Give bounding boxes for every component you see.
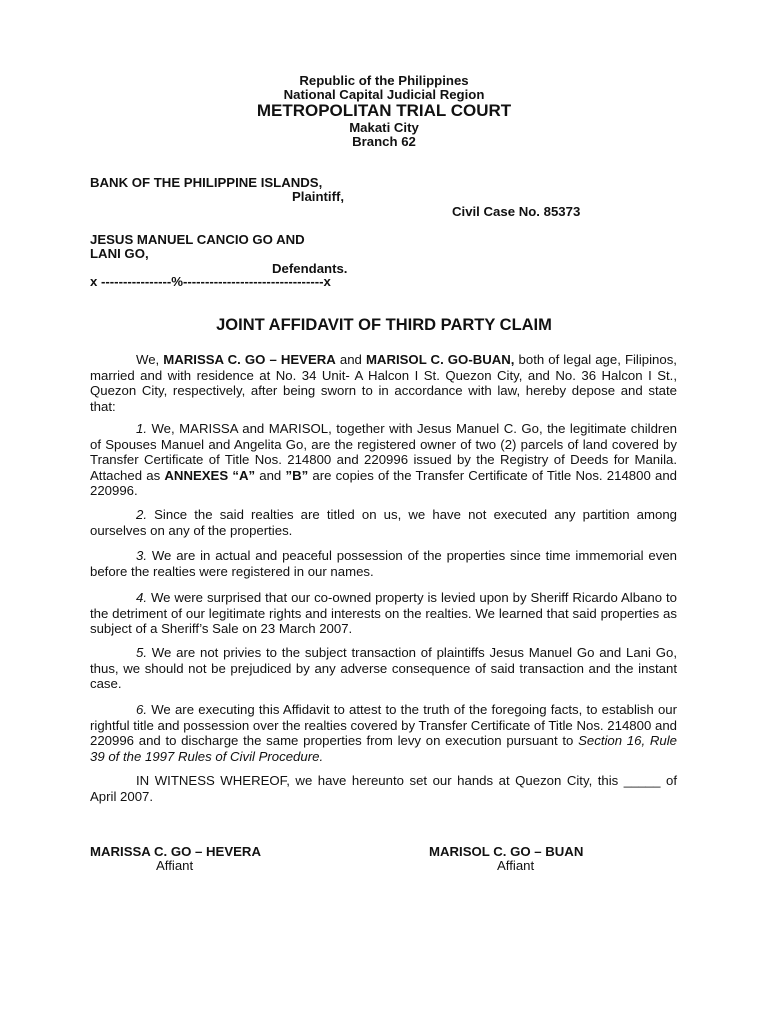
paragraph-2-text: Since the said realties are titled on us, we have not executed any partition among ourselves on any of the properties. — [90, 507, 677, 538]
paragraph-4-text: We were surprised that our co-owned property is levied upon by Sheriff Ricardo Albano to the detriment of our legitimate rights and interests on the realties. We learned that said properties as subject of a Sheriff’s Sale on 23 March 2007. — [90, 590, 677, 636]
paragraph-5 — [90, 645, 677, 692]
paragraph-5-number: 5. — [136, 645, 147, 660]
paragraph-3 — [90, 548, 677, 579]
paragraph-3-number: 3. — [136, 548, 147, 563]
defendant-line-1: JESUS MANUEL CANCIO GO AND — [90, 232, 305, 247]
plaintiff-name: BANK OF THE PHILIPPINE ISLANDS, — [90, 175, 323, 190]
paragraph-4-number: 4. — [136, 590, 147, 605]
paragraph-6-number: 6. — [136, 702, 147, 717]
affiant-1-name: MARISSA C. GO – HEVERA — [163, 352, 336, 367]
rules-citation: Section 16, Rule 39 of the 1997 Rules of Civil Procedure. — [90, 733, 677, 764]
signature-right-name: MARISOL C. GO – BUAN — [429, 844, 584, 859]
paragraph-1 — [90, 421, 677, 499]
defendant-role: Defendants. — [272, 261, 348, 276]
paragraph-2 — [90, 507, 677, 538]
document-title: JOINT AFFIDAVIT OF THIRD PARTY CLAIM — [216, 316, 552, 334]
signature-left-name: MARISSA C. GO – HEVERA — [90, 844, 261, 859]
court-city: Makati City — [349, 120, 419, 135]
paragraph-1-text-a: We, MARISSA and MARISOL, together with Jesus Manuel C. Go, the legitimate children of Spouses Manuel and Angelita Go, are the registered owner of two (2) parcels of land covered by Transfer Certificate of Title Nos. 214800 and 220996 issued by the Registry of Deeds for Manila. Attached as — [90, 421, 677, 483]
intro-we: We, — [136, 352, 164, 367]
paragraph-4 — [90, 590, 677, 637]
paragraph-1-text-b: are copies of the Transfer Certificate of Title Nos. 214800 and 220996. — [90, 467, 677, 498]
defendant-line-2: LANI GO, — [90, 246, 149, 261]
signature-right-role: Affiant — [497, 858, 535, 873]
judicial-region-line: National Capital Judicial Region — [283, 87, 485, 102]
annex-a-label: ANNEXES “A” — [164, 467, 256, 483]
paragraph-3-text: We are in actual and peaceful possession of the properties since time immemorial even before the realties were registered in our names. — [90, 548, 677, 579]
signature-left-role: Affiant — [156, 858, 194, 873]
paragraph-2-number: 2. — [136, 507, 147, 522]
paragraph-5-text: We are not privies to the subject transaction of plaintiffs Jesus Manuel Go and Lani Go, thus, we should not be prejudiced by any adverse consequence of said transaction and the instant case. — [90, 645, 677, 691]
court-branch: Branch 62 — [352, 134, 416, 149]
annex-b-label: ”B” — [285, 467, 309, 483]
paragraph-1-and: and — [255, 467, 286, 483]
paragraph-1-number: 1. — [136, 421, 147, 436]
paragraph-6 — [90, 702, 677, 764]
caption-separator: x ----------------%--------------------------------x — [90, 274, 331, 289]
intro-rest: both of legal age, Filipinos, married and with residence at No. 34 Unit- A Halcon I St. Quezon City, and No. 36 Halcon I St., Quezon City, respectively, after being sworn to in accordance with law, hereby depose and state that: — [90, 352, 677, 414]
paragraph-6-text-a: We are executing this Affidavit to attest to the truth of the foregoing facts, to establish our rightful title and possession over the realties covered by Transfer Certificate of Title Nos. 214800 and 220996 and to discharge the same properties from levy on execution pursuant to — [90, 702, 677, 748]
affiant-2-name: MARISOL C. GO-BUAN, — [365, 352, 515, 367]
republic-line: Republic of the Philippines — [299, 73, 469, 88]
intro-paragraph — [90, 352, 677, 414]
plaintiff-role: Plaintiff, — [292, 189, 345, 204]
court-name: METROPOLITAN TRIAL COURT — [256, 101, 512, 120]
intro-and: and — [335, 352, 366, 367]
case-number: Civil Case No. 85373 — [452, 204, 581, 219]
witness-clause: IN WITNESS WHEREOF, we have hereunto set our hands at Quezon City, this _____ of April 2007. — [90, 773, 677, 804]
